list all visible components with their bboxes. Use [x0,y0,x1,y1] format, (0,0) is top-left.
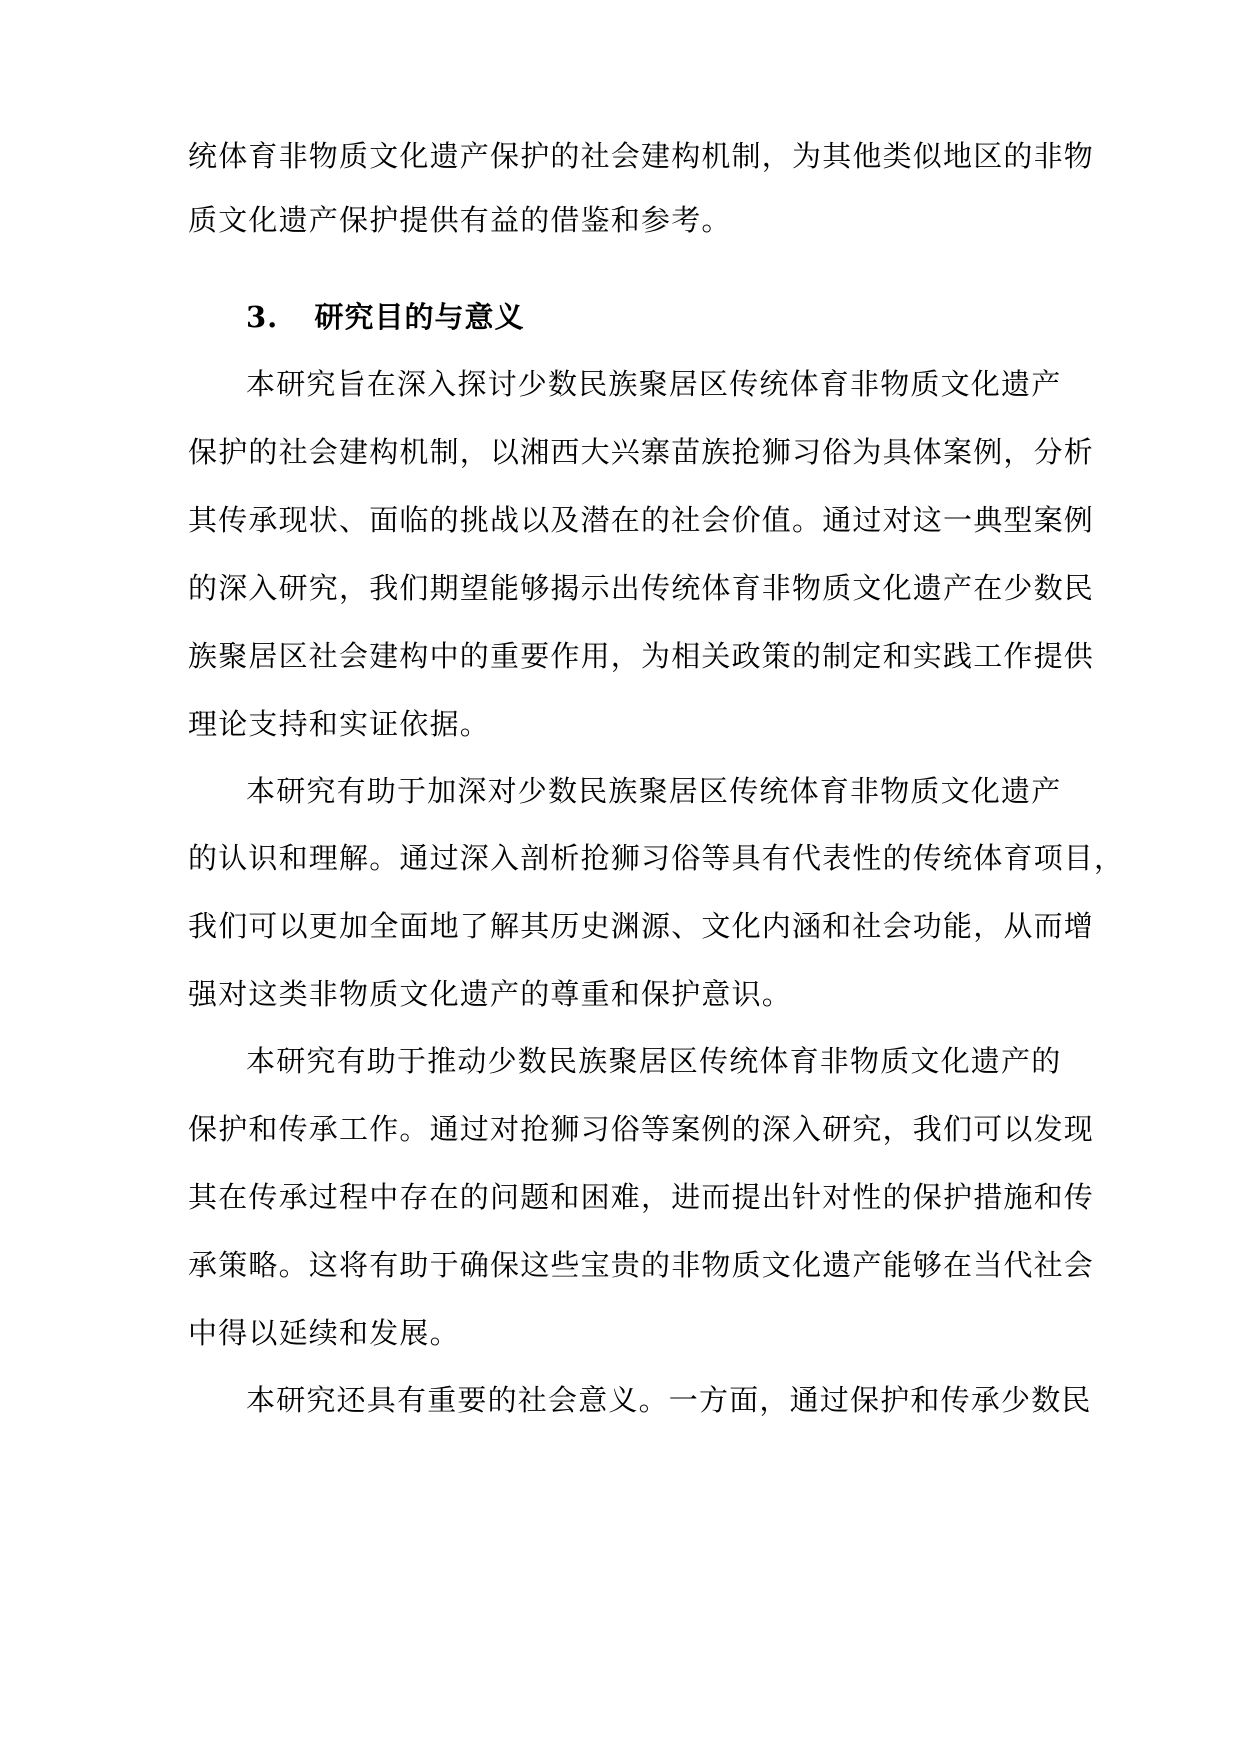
paragraph-first-line: 本研究旨在深入探讨少数民族聚居区传统体育非物质文化遗产 [246,367,1062,401]
section-title: 研究目的与意义 [314,300,525,334]
text-line: 统体育非物质文化遗产保护的社会建构机制，为其他类似地区的非物 [188,139,1095,173]
text-line: 族聚居区社会建构中的重要作用，为相关政策的制定和实践工作提供 [188,639,1095,673]
paragraph-first-line: 本研究有助于推动少数民族聚居区传统体育非物质文化遗产的 [246,1044,1062,1078]
section-number: 3. [246,300,279,334]
text-line: 的认识和理解。通过深入剖析抢狮习俗等具有代表性的传统体育项目， [188,841,1125,875]
text-line: 其传承现状、面临的挑战以及潜在的社会价值。通过对这一典型案例 [188,503,1095,537]
text-line: 理论支持和实证依据。 [188,707,491,741]
text-line: 强对这类非物质文化遗产的尊重和保护意识。 [188,977,793,1011]
text-line: 我们可以更加全面地了解其历史渊源、文化内涵和社会功能，从而增 [188,909,1095,943]
text-line: 质文化遗产保护提供有益的借鉴和参考。 [188,203,732,237]
paragraph-first-line: 本研究有助于加深对少数民族聚居区传统体育非物质文化遗产 [246,774,1062,808]
text-line: 中得以延续和发展。 [188,1316,460,1350]
text-line: 的深入研究，我们期望能够揭示出传统体育非物质文化遗产在少数民 [188,571,1095,605]
text-line: 保护的社会建构机制，以湘西大兴寨苗族抢狮习俗为具体案例，分析 [188,435,1095,469]
paragraph-first-line: 本研究还具有重要的社会意义。一方面，通过保护和传承少数民 [246,1383,1092,1417]
text-line: 保护和传承工作。通过对抢狮习俗等案例的深入研究，我们可以发现 [188,1112,1095,1146]
text-line: 其在传承过程中存在的问题和困难，进而提出针对性的保护措施和传 [188,1180,1095,1214]
text-line: 承策略。这将有助于确保这些宝贵的非物质文化遗产能够在当代社会 [188,1248,1095,1282]
section-heading [246,297,525,337]
